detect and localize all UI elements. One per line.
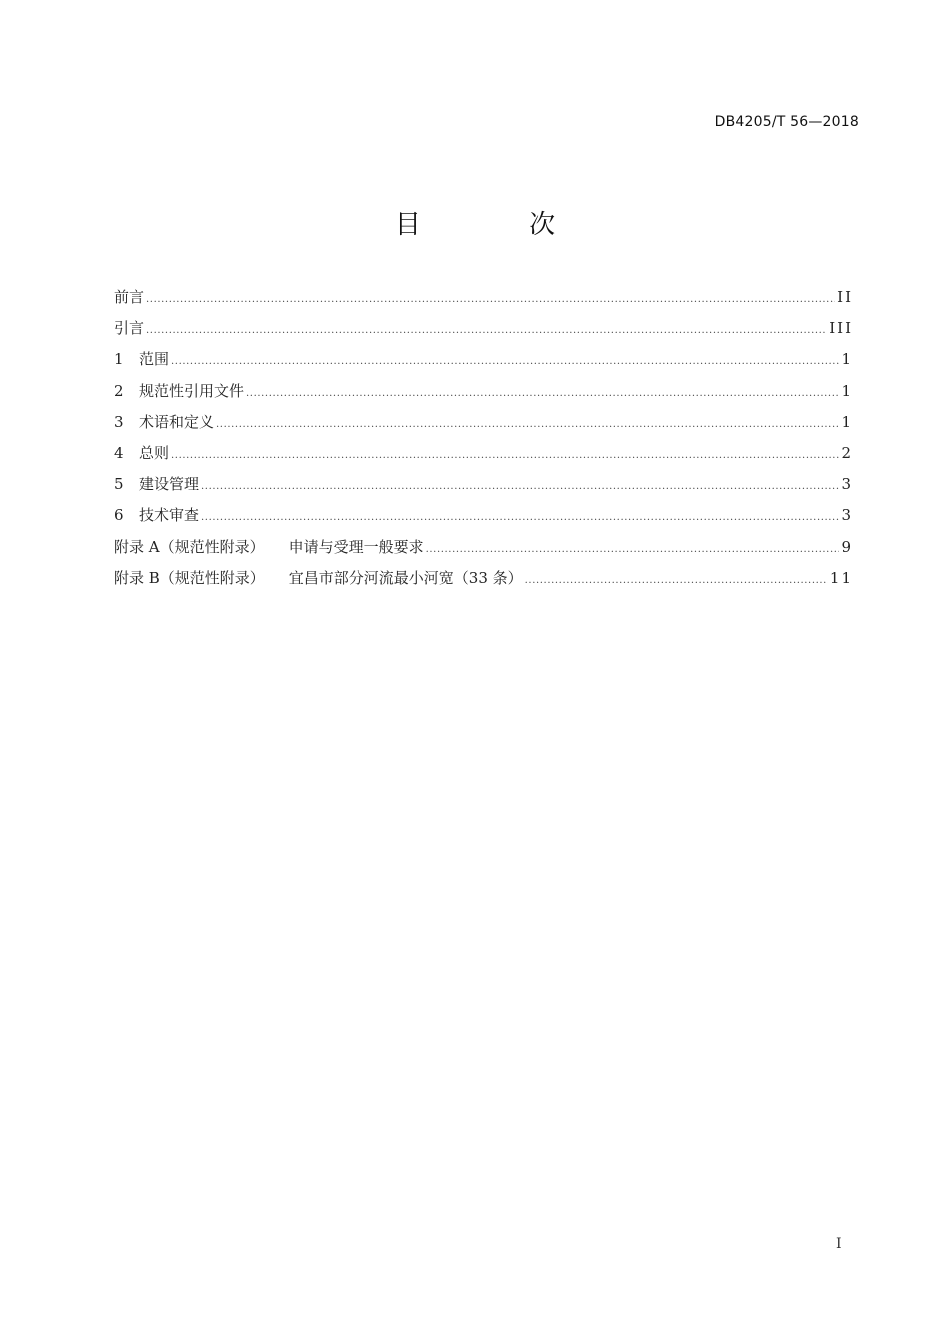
page-number: I — [836, 1236, 842, 1252]
toc-entry-introduction[interactable] — [114, 317, 851, 348]
toc-entry-foreword[interactable] — [114, 286, 851, 317]
toc-entry-label: 建设管理 — [139, 475, 200, 494]
toc-dot-leader — [201, 476, 839, 498]
toc-entry-appendix-prefix: 附录 A（规范性附录） — [114, 537, 265, 556]
toc-entry-number: 3 — [114, 412, 124, 431]
toc-dot-leader — [171, 445, 839, 467]
toc-dot-leader — [216, 414, 839, 436]
toc-entry-page: 1 — [841, 381, 853, 400]
toc-entry-appendix-a[interactable] — [114, 536, 851, 567]
toc-entry-normative-references[interactable] — [114, 380, 851, 411]
toc-entry-page: 2 — [841, 443, 853, 462]
toc-dot-leader — [171, 351, 839, 373]
toc-entry-label: 规范性引用文件 — [139, 381, 245, 400]
toc-entry-terms-definitions[interactable] — [114, 411, 851, 442]
toc-entry-construction-management[interactable] — [114, 473, 851, 504]
toc-entry-number: 6 — [114, 506, 124, 525]
toc-entry-page: 3 — [841, 506, 853, 525]
toc-entry-appendix-b[interactable] — [114, 567, 851, 598]
toc-entry-label: 宜昌市部分河流最小河宽（33 条） — [288, 568, 523, 587]
toc-entry-label: 引言 — [114, 319, 145, 338]
toc-entry-label: 范围 — [139, 350, 170, 369]
toc-dot-leader — [525, 570, 828, 592]
toc-entry-page: 9 — [841, 537, 853, 556]
toc-entry-general-principles[interactable] — [114, 442, 851, 473]
toc-entry-page: 1 — [841, 350, 853, 369]
toc-dot-leader — [146, 320, 827, 342]
toc-entry-number: 5 — [114, 475, 124, 494]
table-of-contents — [114, 286, 851, 598]
toc-entry-label: 技术审查 — [139, 506, 200, 525]
toc-entry-label: 申请与受理一般要求 — [288, 537, 424, 556]
toc-dot-leader — [146, 289, 835, 311]
document-code: DB4205/T 56—2018 — [714, 114, 859, 130]
toc-entry-technical-review[interactable] — [114, 504, 851, 535]
toc-entry-page: 11 — [829, 568, 853, 587]
toc-entry-label: 术语和定义 — [139, 412, 215, 431]
toc-entry-page: 3 — [841, 475, 853, 494]
toc-entry-page: 1 — [841, 412, 853, 431]
toc-entry-label: 前言 — [114, 288, 145, 306]
toc-entry-page: II — [837, 288, 853, 306]
toc-entry-scope[interactable] — [114, 348, 851, 379]
toc-title: 目 次 — [394, 210, 606, 240]
toc-entry-number: 1 — [114, 350, 124, 369]
toc-dot-leader — [201, 507, 839, 529]
toc-dot-leader — [246, 383, 839, 405]
toc-entry-appendix-prefix: 附录 B（规范性附录） — [114, 568, 265, 587]
toc-entry-number: 2 — [114, 381, 124, 400]
toc-dot-leader — [426, 539, 840, 561]
toc-entry-page: III — [829, 319, 853, 338]
toc-entry-label: 总则 — [139, 443, 170, 462]
toc-entry-number: 4 — [114, 443, 124, 462]
